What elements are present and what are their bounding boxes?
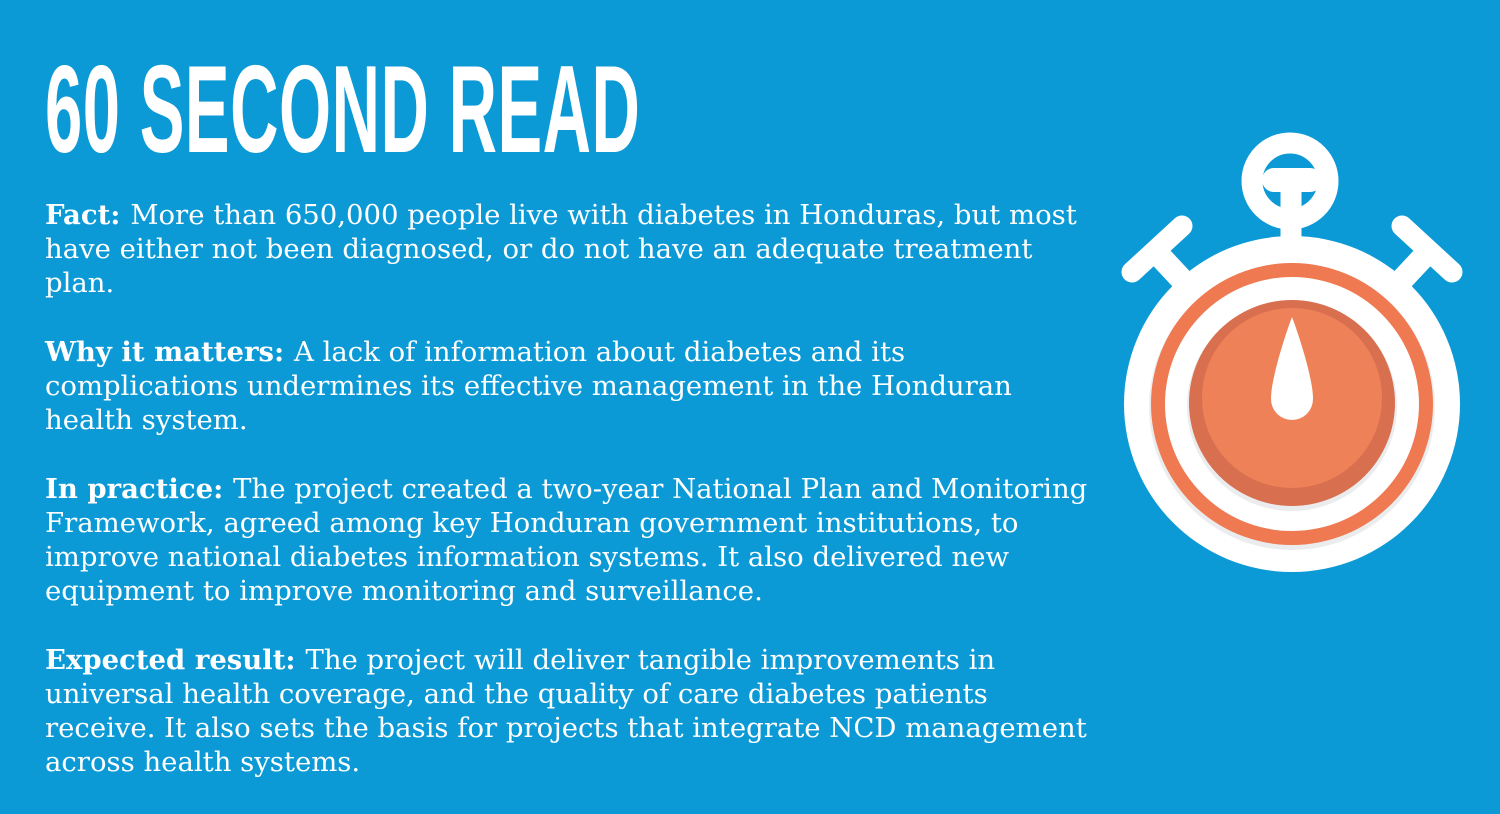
paragraph-in-practice: [45, 472, 1100, 608]
paragraph-why-it-matters: [45, 335, 1100, 437]
page-title-text: 60 SECOND READ: [45, 41, 641, 179]
paragraph-why-it-matters-text: A lack of information about diabetes and its complications undermines its effective management in the Honduran health system.: [45, 336, 1012, 436]
paragraph-expected-result: [45, 643, 1100, 779]
paragraph-in-practice-label: In practice:: [45, 473, 224, 505]
paragraph-fact: [45, 198, 1100, 300]
stopwatch-icon: [1080, 110, 1500, 610]
paragraph-fact-label: Fact:: [45, 199, 121, 231]
paragraph-in-practice-text: The project created a two-year National Plan and Monitoring Framework, agreed among key Honduran government institutions, to improve national diabetes information systems. It also delivered new equipment to improve monitoring and surveillance.: [45, 473, 1088, 607]
page-title: [45, 41, 1115, 179]
stopwatch-crown: [1252, 143, 1328, 252]
paragraph-expected-result-text: The project will deliver tangible improvements in universal health coverage, and the quality of care diabetes patients receive. It also sets the basis for projects that integrate NCD management across health systems.: [45, 644, 1087, 778]
paragraph-why-it-matters-label: Why it matters:: [45, 336, 285, 368]
paragraph-fact-text: More than 650,000 people live with diabetes in Honduras, but most have either not been diagnosed, or do not have an adequate treatment plan.: [45, 199, 1077, 299]
body-text: [45, 198, 1115, 779]
paragraph-expected-result-label: Expected result:: [45, 644, 296, 676]
illustration-column: [1080, 110, 1500, 610]
